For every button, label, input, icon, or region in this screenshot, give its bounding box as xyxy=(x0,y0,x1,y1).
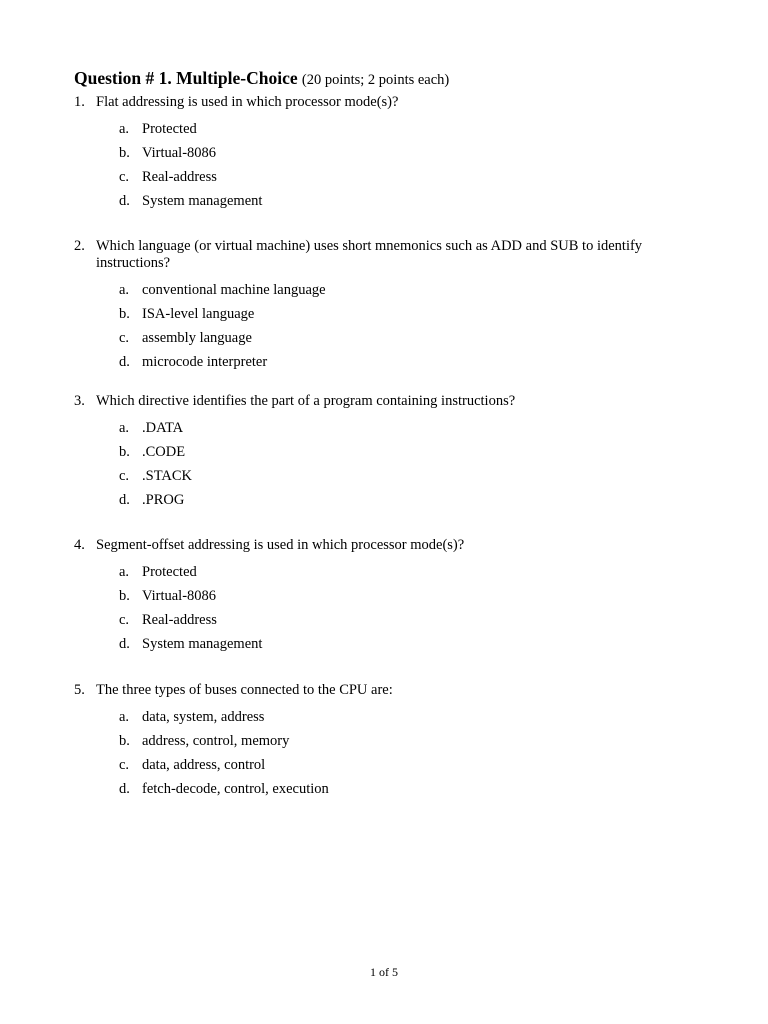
option-letter: d. xyxy=(119,781,130,797)
option-letter: c. xyxy=(119,757,130,773)
option-text: conventional machine language xyxy=(142,282,326,298)
question-2 xyxy=(74,238,694,374)
option-text: Protected xyxy=(142,121,197,137)
option-letter: b. xyxy=(119,306,130,322)
question-number: 2. xyxy=(74,238,85,254)
option-d xyxy=(119,189,694,213)
option-text: data, address, control xyxy=(142,757,266,773)
option-d xyxy=(119,488,694,512)
option-a xyxy=(119,117,694,141)
option-text: Virtual-8086 xyxy=(142,588,217,604)
option-d xyxy=(119,350,694,374)
question-text: Which language (or virtual machine) uses short mnemonics such as ADD and SUB to identify instructions? xyxy=(96,238,643,271)
option-list xyxy=(74,705,694,801)
option-letter: a. xyxy=(119,709,130,725)
option-letter: d. xyxy=(119,492,130,508)
option-text: Real-address xyxy=(142,169,217,185)
option-text: .DATA xyxy=(142,420,184,436)
option-letter: b. xyxy=(119,444,130,460)
option-letter: d. xyxy=(119,354,130,370)
option-list xyxy=(74,117,694,213)
option-b xyxy=(119,302,694,326)
option-letter: d. xyxy=(119,193,130,209)
option-d xyxy=(119,777,694,801)
option-c xyxy=(119,165,694,189)
option-text: address, control, memory xyxy=(142,733,290,749)
option-letter: a. xyxy=(119,564,130,580)
question-number: 5. xyxy=(74,682,85,698)
option-b xyxy=(119,440,694,464)
option-letter: b. xyxy=(119,588,130,604)
option-text: fetch-decode, control, execution xyxy=(142,781,329,797)
option-text: .PROG xyxy=(142,492,185,508)
option-a xyxy=(119,560,694,584)
question-5 xyxy=(74,682,694,801)
option-a xyxy=(119,705,694,729)
question-number: 4. xyxy=(74,537,85,553)
option-a xyxy=(119,416,694,440)
option-list xyxy=(74,278,694,374)
option-letter: c. xyxy=(119,169,130,185)
section-points: (20 points; 2 points each) xyxy=(301,72,450,88)
option-b xyxy=(119,729,694,753)
option-list xyxy=(74,560,694,656)
option-text: assembly language xyxy=(142,330,252,346)
question-text: The three types of buses connected to the CPU are: xyxy=(96,682,393,698)
option-c xyxy=(119,753,694,777)
option-b xyxy=(119,584,694,608)
option-text: System management xyxy=(142,193,263,209)
option-a xyxy=(119,278,694,302)
option-c xyxy=(119,326,694,350)
question-4 xyxy=(74,537,694,656)
option-letter: b. xyxy=(119,733,130,749)
option-text: data, system, address xyxy=(142,709,265,725)
question-text: Flat addressing is used in which processor mode(s)? xyxy=(96,94,399,110)
question-1 xyxy=(74,94,694,213)
option-c xyxy=(119,608,694,632)
option-letter: a. xyxy=(119,121,130,137)
option-letter: a. xyxy=(119,420,130,436)
option-text: .STACK xyxy=(142,468,192,484)
option-letter: d. xyxy=(119,636,130,652)
option-letter: c. xyxy=(119,612,130,628)
option-text: .CODE xyxy=(142,444,186,460)
option-text: ISA-level language xyxy=(142,306,255,322)
question-text: Segment-offset addressing is used in which processor mode(s)? xyxy=(96,537,465,553)
section-heading xyxy=(74,67,449,91)
section-title: Question # 1. Multiple-Choice xyxy=(74,68,298,88)
question-text: Which directive identifies the part of a program containing instructions? xyxy=(96,393,516,409)
option-text: Real-address xyxy=(142,612,217,628)
option-text: Virtual-8086 xyxy=(142,145,217,161)
question-number: 3. xyxy=(74,393,85,409)
question-3 xyxy=(74,393,694,512)
option-list xyxy=(74,416,694,512)
option-letter: a. xyxy=(119,282,130,298)
option-text: Protected xyxy=(142,564,197,580)
option-b xyxy=(119,141,694,165)
option-c xyxy=(119,464,694,488)
option-letter: b. xyxy=(119,145,130,161)
page-number: 1 of 5 xyxy=(370,965,398,979)
option-text: System management xyxy=(142,636,263,652)
option-letter: c. xyxy=(119,330,130,346)
option-text: microcode interpreter xyxy=(142,354,268,370)
question-number: 1. xyxy=(74,94,85,110)
option-letter: c. xyxy=(119,468,130,484)
option-d xyxy=(119,632,694,656)
